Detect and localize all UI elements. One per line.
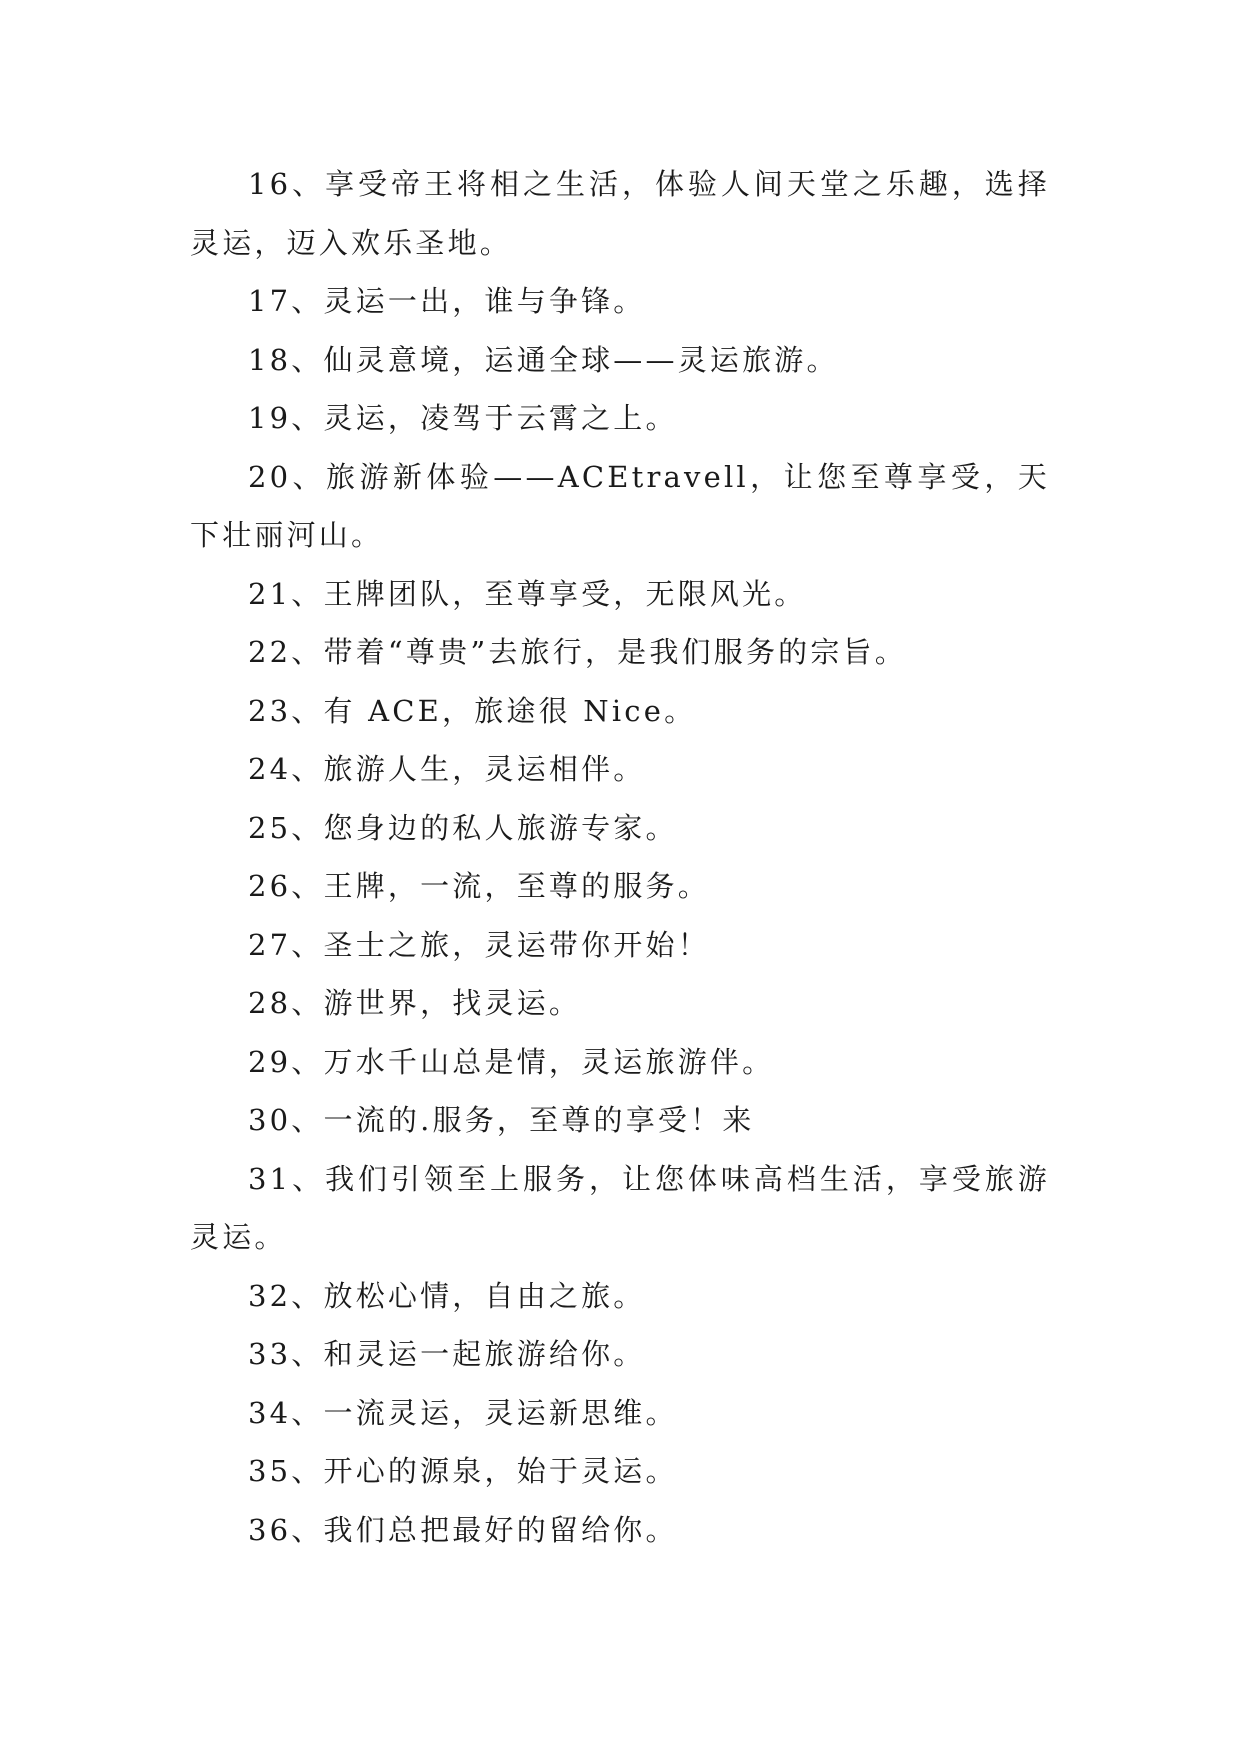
slogan-paragraph: 24、旅游人生，灵运相伴。 — [248, 752, 646, 786]
slogan-paragraph: 21、王牌团队，至尊享受，无限风光。 — [248, 576, 807, 611]
slogan-paragraph: 17、灵运一出，谁与争锋。 — [248, 284, 646, 318]
slogan-paragraph: 34、一流灵运，灵运新思维。 — [248, 1395, 678, 1430]
slogan-paragraph: 36、我们总把最好的留给你。 — [248, 1512, 678, 1547]
slogan-paragraph: 26、王牌，一流，至尊的服务。 — [248, 869, 710, 903]
slogan-paragraph: 28、游世界，找灵运。 — [248, 986, 582, 1020]
slogan-paragraph: 31、我们引领至上服务，让您体味高档生活，享受旅游灵运。 — [190, 1161, 1050, 1254]
slogan-paragraph: 18、仙灵意境，运通全球——灵运旅游。 — [248, 342, 839, 377]
slogan-paragraph: 30、一流的.服务，至尊的享受！来 — [248, 1103, 755, 1137]
slogan-paragraph: 29、万水千山总是情，灵运旅游伴。 — [248, 1044, 775, 1079]
slogan-paragraph: 32、放松心情，自由之旅。 — [248, 1278, 646, 1313]
slogan-paragraph: 22、带着“尊贵”去旅行，是我们服务的宗旨。 — [248, 635, 907, 669]
slogan-paragraph: 35、开心的源泉，始于灵运。 — [248, 1454, 678, 1488]
slogan-paragraph: 16、享受帝王将相之生活，体验人间天堂之乐趣，选择灵运，迈入欢乐圣地。 — [190, 167, 1050, 260]
document-body — [190, 155, 1050, 1559]
slogan-paragraph: 33、和灵运一起旅游给你。 — [248, 1337, 646, 1371]
slogan-paragraph: 27、圣士之旅，灵运带你开始！ — [248, 927, 710, 962]
slogan-paragraph: 19、灵运，凌驾于云霄之上。 — [248, 401, 678, 435]
slogan-paragraph: 23、有 ACE，旅途很 Nice。 — [248, 693, 697, 728]
slogan-paragraph: 25、您身边的私人旅游专家。 — [248, 810, 678, 845]
slogan-paragraph: 20、旅游新体验——ACEtravell，让您至尊享受，天下壮丽河山。 — [190, 459, 1050, 552]
